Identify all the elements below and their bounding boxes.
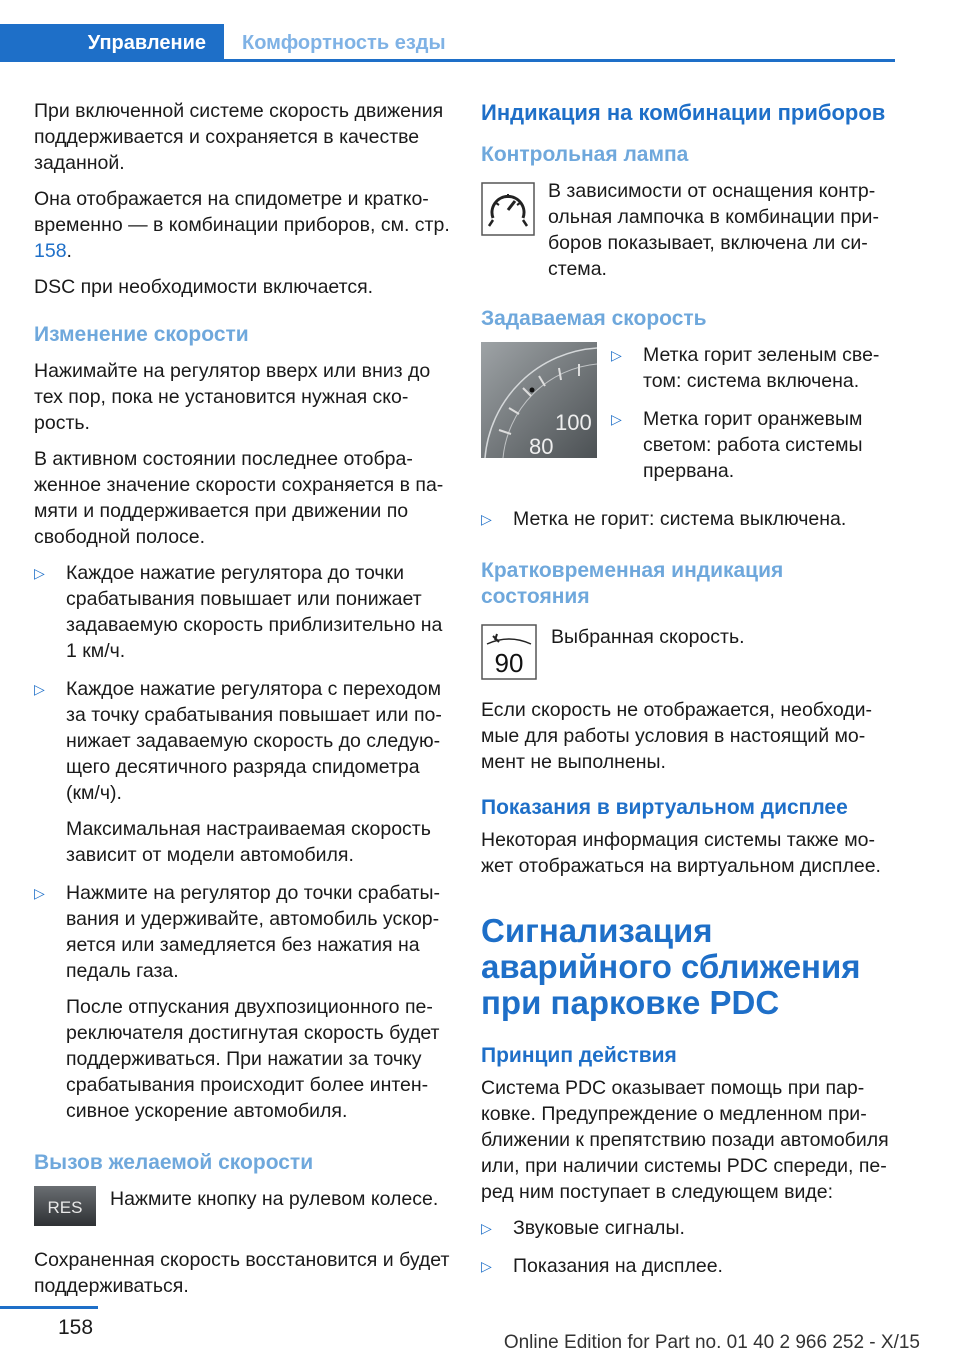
list-item-text: Звуковые сигналы.	[513, 1217, 685, 1239]
heading-virtual-display: Показания в виртуальном дисплее	[481, 796, 848, 819]
res-label: RES	[47, 1198, 83, 1217]
tab-control[interactable]: Управление	[0, 24, 224, 62]
left-column	[34, 98, 452, 1309]
heading-brief-status: Кратковременная индикация состояния	[481, 559, 784, 608]
header	[0, 24, 895, 62]
heading-principle: Принцип действия	[481, 1044, 677, 1067]
list-item-text: Метка горит зеленым светом: система включена.	[643, 344, 880, 392]
gauge-label-100: 100	[555, 410, 592, 435]
header-divider	[224, 59, 895, 62]
page-link[interactable]: 158	[34, 240, 67, 262]
footer-divider	[0, 1306, 98, 1309]
list-item-text: Каждое нажатие регулятора с переходом за точку срабатывания повышает или понижает задаваемую скорость до следующего десятичного разряда спидометра (км/ч).	[66, 678, 442, 804]
list-item	[481, 1253, 896, 1279]
list-item	[611, 342, 896, 394]
heading-control-lamp: Контрольная лампа	[481, 143, 689, 166]
res-button-icon	[34, 1186, 96, 1233]
speed-display-value: 90	[494, 648, 524, 678]
paragraph-text: Она отображается на спидометре и кратковременно — в комбинации приборов, см. стр.	[34, 188, 450, 236]
paragraph: Если скорость не отображается, необходимые для работы условия в настоящий момент не выполнены.	[481, 699, 873, 773]
list-item	[611, 406, 896, 484]
list-item	[481, 1215, 896, 1241]
tab-comfort[interactable]: Комфортность езды	[242, 31, 446, 54]
list-item-text: Метка не горит: система выключена.	[513, 508, 847, 530]
list-item	[34, 676, 452, 868]
bullet-triangle-icon: ▷	[34, 885, 45, 901]
lamp-text: В зависимости от оснащения контрольная лампочка в комбинации приборов показывает, включена ли система.	[548, 180, 879, 280]
right-column	[481, 98, 896, 1291]
bullet-triangle-icon: ▷	[611, 347, 622, 363]
bullet-triangle-icon: ▷	[481, 511, 492, 527]
heading-speed-change: Изменение скорости	[34, 323, 249, 346]
page-number: 158	[58, 1316, 94, 1339]
set-speed-bullets	[611, 342, 896, 496]
paragraph: Нажимайте на регулятор вверх или вниз до тех пор, пока не установится нужная скорость.	[34, 360, 431, 434]
bullet-triangle-icon: ▷	[34, 565, 45, 581]
list-item-note: После отпускания двухпозиционного переключателя достигнутая скорость будет поддерживаться. При нажатии за точку срабатывания происходит более интенсивное ускорение автомобиля.	[66, 996, 440, 1122]
bullet-triangle-icon: ▷	[481, 1220, 492, 1236]
bullet-triangle-icon: ▷	[34, 681, 45, 697]
list-item	[34, 880, 452, 1124]
heading-recall-speed: Вызов желаемой скорости	[34, 1151, 314, 1174]
edition-note: Online Edition for Part no. 01 40 2 966 252 - X/15	[503, 1332, 920, 1353]
heading-pdc: Сигнализация аварийного сближения при парковке PDC	[481, 912, 861, 1021]
list-item-note: Максимальная настраиваемая скорость зависит от модели автомобиля.	[66, 818, 431, 866]
heading-indication: Индикация на комбинации приборов	[481, 100, 886, 125]
paragraph: Сохраненная скорость восстановится и будет поддерживаться.	[34, 1249, 450, 1297]
list-item	[481, 506, 896, 532]
gauge-image	[481, 342, 597, 496]
set-speed-block	[481, 342, 896, 496]
paragraph: DSC при необходимости включается.	[34, 276, 374, 298]
bullet-triangle-icon: ▷	[611, 411, 622, 427]
list-item-text: Каждое нажатие регулятора до точки срабатывания повышает или понижает задаваемую скорость приблизительно на 1 км/ч.	[66, 562, 443, 662]
bullet-triangle-icon: ▷	[481, 1258, 492, 1274]
paragraph: Система PDC оказывает помощь при парковке. Предупреждение о медленном приближении к препятствию позади автомобиля или, при наличии системы PDC спереди, перед ним поступает в следующем виде:	[481, 1077, 889, 1203]
paragraph: Некоторая информация системы также может отображаться на виртуальном дисплее.	[481, 829, 881, 877]
list-item-text: Показания на дисплее.	[513, 1255, 723, 1277]
gauge-label-80: 80	[529, 434, 554, 458]
res-row	[34, 1186, 452, 1233]
list-item	[34, 560, 452, 664]
heading-set-speed: Задаваемая скорость	[481, 307, 707, 330]
paragraph: В активном состоянии последнее отображенное значение скорости сохраняется в памяти и поддерживается при движении по свободной полосе.	[34, 448, 444, 548]
brief-text: Выбранная скорость.	[551, 626, 745, 648]
brief-row	[481, 624, 896, 687]
list-item-text: Метка горит оранжевым светом: работа системы прервана.	[643, 408, 863, 482]
speedometer-icon	[481, 182, 535, 243]
paragraph: При включенной системе скорость движения поддерживается и сохраняется в качестве заданной.	[34, 100, 444, 174]
paragraph: Она отображается на спидометре и кратковременно — в комбинации приборов, см. стр. 158.	[34, 188, 450, 262]
lamp-block	[481, 178, 896, 284]
res-text: Нажмите кнопку на рулевом колесе.	[110, 1188, 439, 1210]
speed-display-icon	[481, 624, 537, 687]
list-item-text: Нажмите на регулятор до точки срабатывания и удерживайте, автомобиль ускоряется или замедляется без нажатия на педаль газа.	[66, 882, 440, 982]
